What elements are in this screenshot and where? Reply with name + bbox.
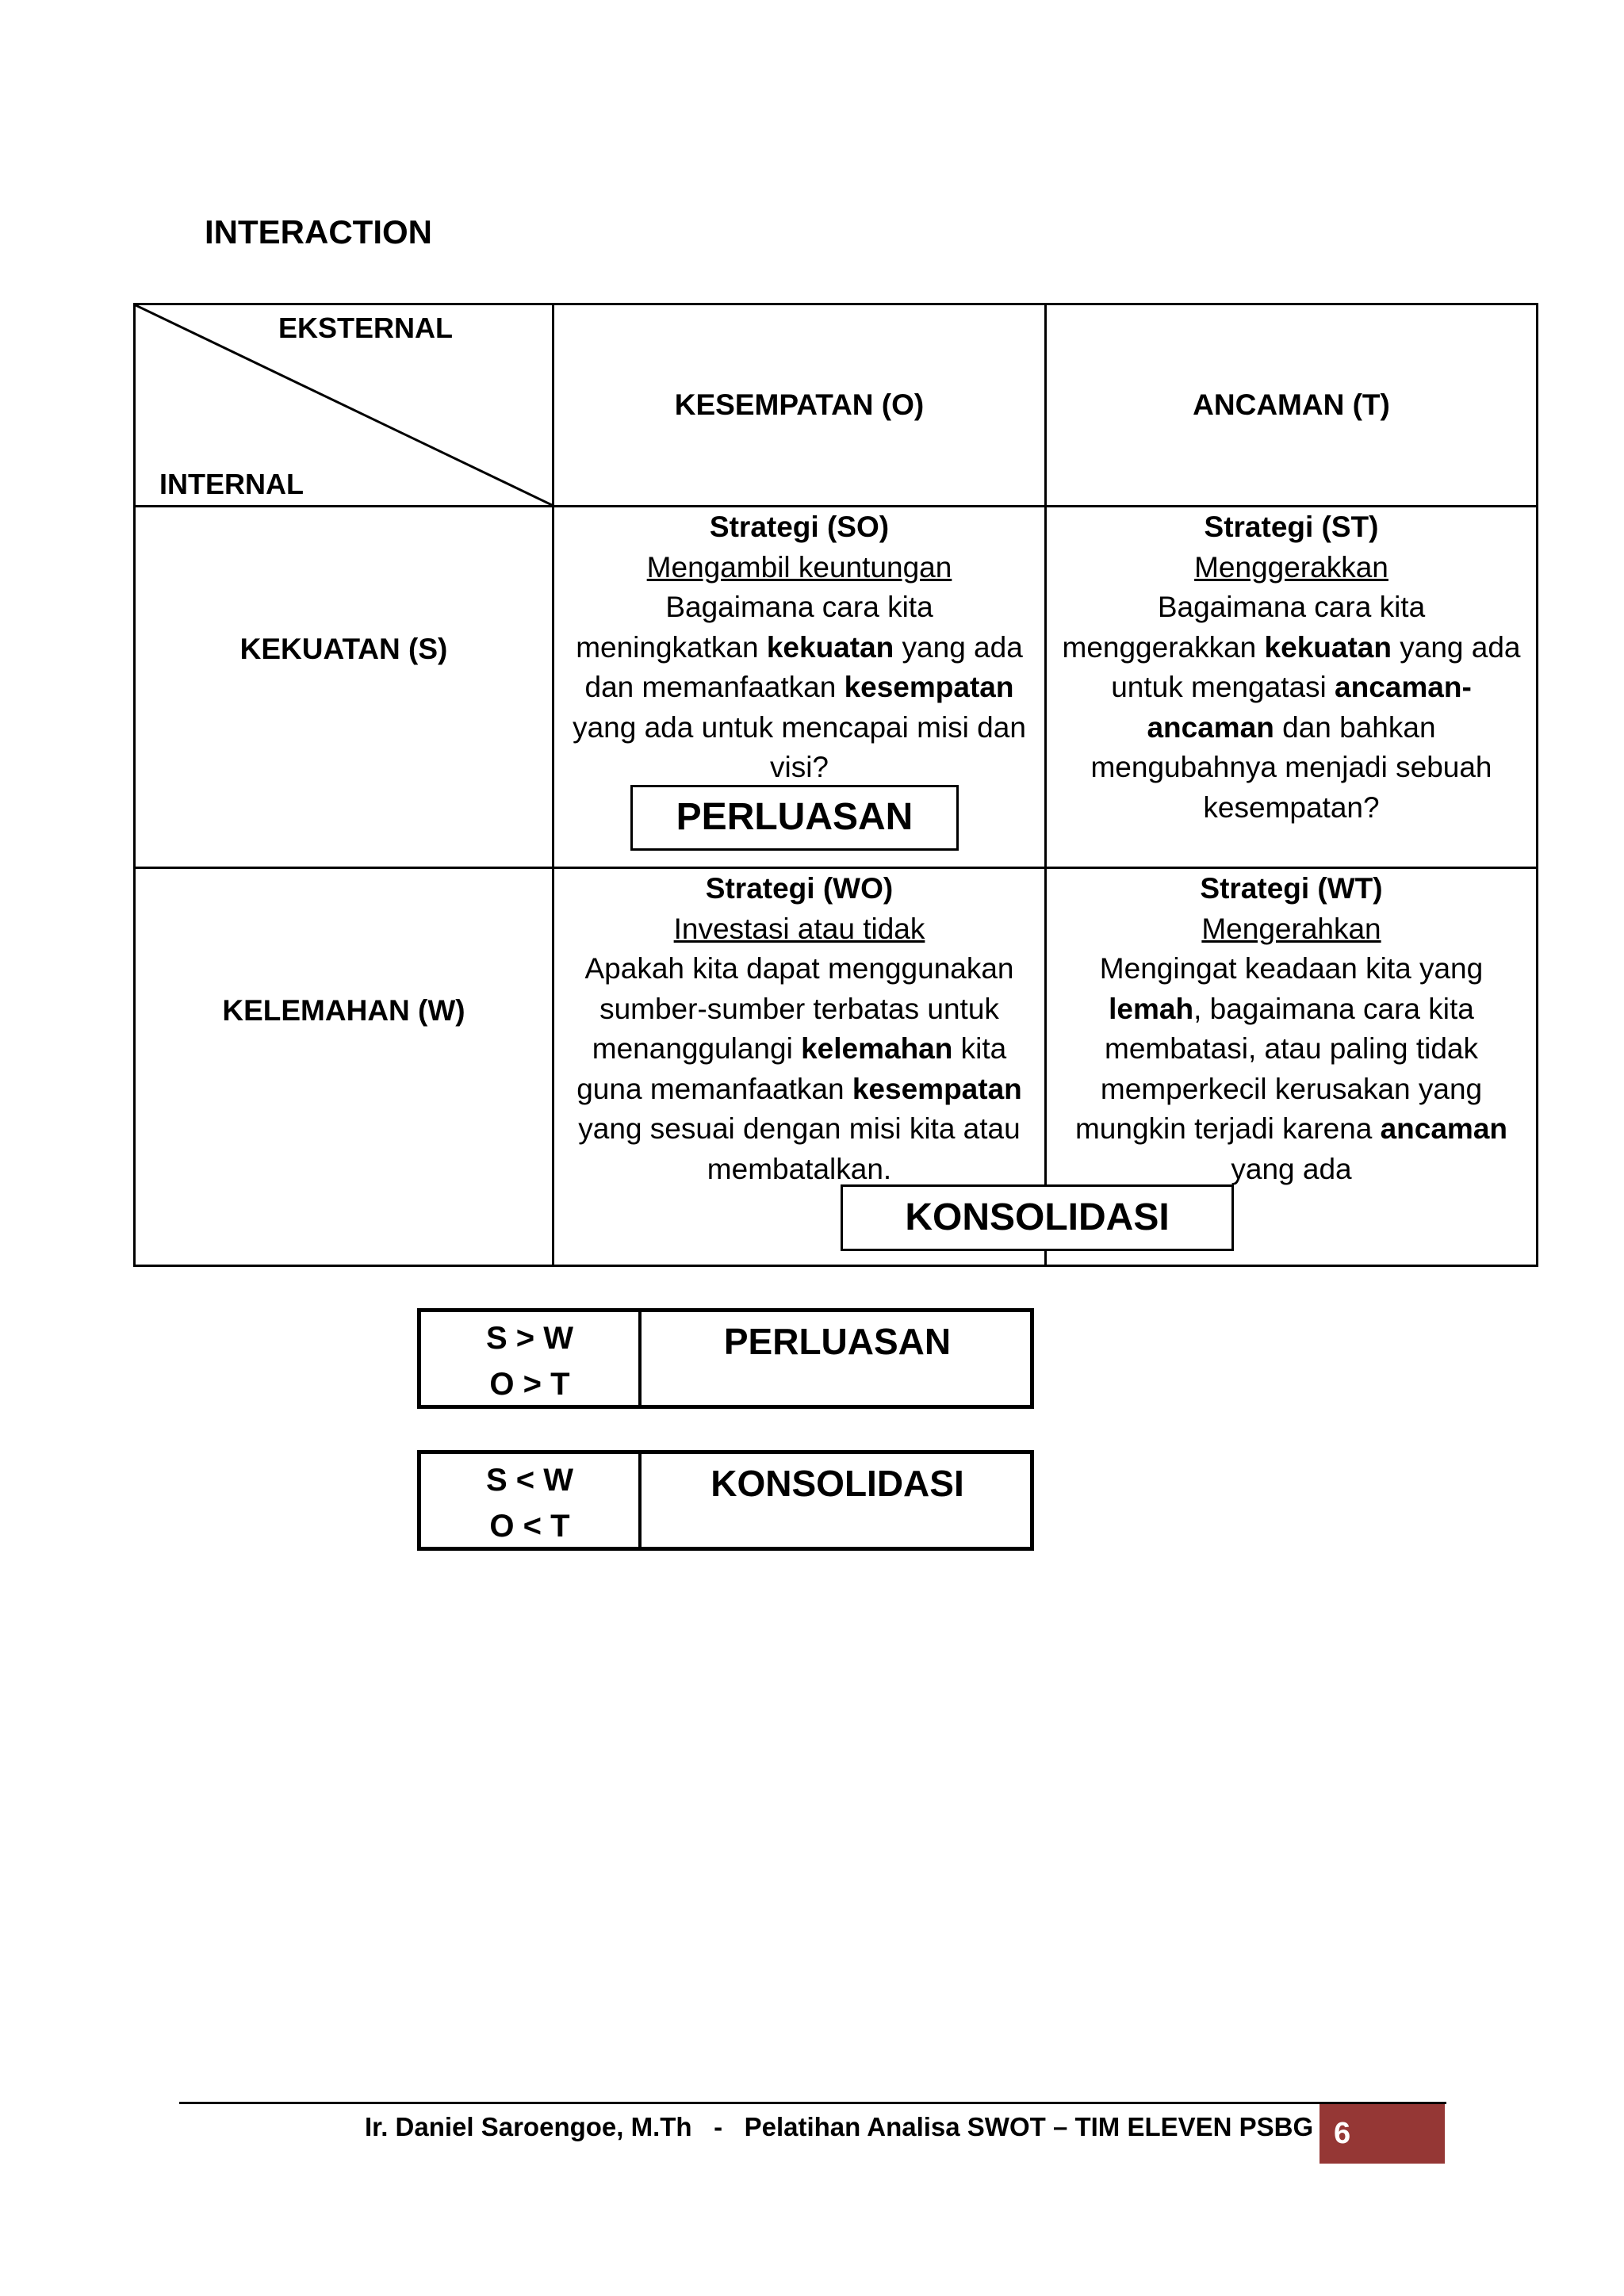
page-number-badge: 6 xyxy=(1320,2104,1445,2164)
row-strength-cell xyxy=(133,505,554,869)
strategy-so-line: yang ada untuk mencapai misi dan xyxy=(573,710,1026,744)
condition-line: O > T xyxy=(489,1367,570,1402)
strategy-wo-line: yang sesuai dengan misi kita atau xyxy=(578,1112,1021,1145)
strategy-wt-title: Strategi (WT) xyxy=(1200,872,1383,905)
footer-divider xyxy=(179,2102,1446,2104)
strategy-wt-line: mungkin terjadi karena ancaman xyxy=(1074,1112,1508,1145)
strategy-st-line: kesempatan? xyxy=(1203,790,1380,824)
condition-criteria xyxy=(421,1312,642,1405)
strategy-wt-line: membatasi, atau paling tidak xyxy=(1105,1032,1478,1065)
strategy-so-subtitle: Mengambil keuntungan xyxy=(646,550,952,584)
strategy-wt-text xyxy=(1047,869,1536,1189)
strategy-so-line: meningkatkan kekuatan yang ada xyxy=(576,630,1023,664)
strategy-st-line: untuk mengatasi ancaman- xyxy=(1111,671,1472,703)
strategy-wo-subtitle: Investasi atau tidak xyxy=(673,912,925,945)
condition-line: S > W xyxy=(485,1321,574,1356)
strategy-so-line: Bagaimana cara kita xyxy=(665,591,933,623)
strategy-wo-line: guna memanfaatkan kesempatan xyxy=(576,1072,1022,1105)
strategy-wt-line: lemah, bagaimana cara kita xyxy=(1109,992,1474,1025)
strategy-so-title: Strategi (SO) xyxy=(709,511,890,543)
row-weakness-cell xyxy=(133,867,554,1267)
strategy-wo-title: Strategi (WO) xyxy=(705,872,894,905)
corner-external-label: EKSTERNAL xyxy=(278,312,454,344)
strategy-wo-line: menanggulangi kelemahan kita xyxy=(592,1032,1007,1065)
strategy-st-line: mengubahnya menjadi sebuah xyxy=(1090,751,1492,783)
condition-table-konsolidasi xyxy=(417,1450,1034,1551)
corner-cell xyxy=(133,303,554,507)
strategy-wo-line: sumber-sumber terbatas untuk xyxy=(599,992,999,1025)
perluasan-label-box: PERLUASAN xyxy=(630,785,959,851)
strategy-wt-line: Mengingat keadaan kita yang xyxy=(1099,952,1484,985)
row-strength-label: KEKUATAN (S) xyxy=(239,633,448,665)
header-threat: ANCAMAN (T) xyxy=(1193,388,1390,421)
konsolidasi-label-box: KONSOLIDASI xyxy=(841,1184,1234,1251)
condition-line: O < T xyxy=(489,1509,570,1544)
header-threat-cell xyxy=(1044,303,1538,507)
corner-internal-label: INTERNAL xyxy=(159,468,304,500)
strategy-st-line: ancaman dan bahkan xyxy=(1147,710,1436,744)
strategy-st-subtitle: Menggerakkan xyxy=(1194,550,1388,584)
page-heading: INTERACTION xyxy=(205,213,432,251)
strategy-st-line: Bagaimana cara kita xyxy=(1157,591,1426,623)
strategy-so-text xyxy=(554,507,1044,788)
condition-result: KONSOLIDASI xyxy=(710,1463,964,1504)
header-opportunity-cell xyxy=(552,303,1047,507)
strategy-so-line: dan memanfaatkan kesempatan xyxy=(584,671,1014,703)
condition-table-perluasan xyxy=(417,1308,1034,1409)
condition-result: PERLUASAN xyxy=(723,1321,952,1362)
strategy-st-text xyxy=(1047,507,1536,828)
strategy-st-title: Strategi (ST) xyxy=(1204,511,1379,543)
condition-line: S < W xyxy=(485,1463,574,1498)
strategy-wt-subtitle: Mengerahkan xyxy=(1201,912,1381,945)
strategy-wo-line: membatalkan. xyxy=(707,1152,892,1185)
strategy-so-line: visi? xyxy=(769,751,829,783)
strategy-wo-line: Apakah kita dapat menggunakan xyxy=(584,952,1014,985)
condition-criteria xyxy=(421,1454,642,1547)
footer-text: Ir. Daniel Saroengoe, M.Th - Pelatihan Analisa SWOT – TIM ELEVEN PSBG xyxy=(365,2112,1314,2141)
header-opportunity: KESEMPATAN (O) xyxy=(674,388,925,421)
strategy-wo-text xyxy=(554,869,1044,1189)
row-weakness-label: KELEMAHAN (W) xyxy=(222,994,465,1027)
strategy-st-cell xyxy=(1044,505,1538,869)
strategy-wt-line: yang ada xyxy=(1231,1152,1352,1185)
strategy-wt-line: memperkecil kerusakan yang xyxy=(1100,1072,1483,1105)
strategy-st-line: menggerakkan kekuatan yang ada xyxy=(1062,630,1521,664)
